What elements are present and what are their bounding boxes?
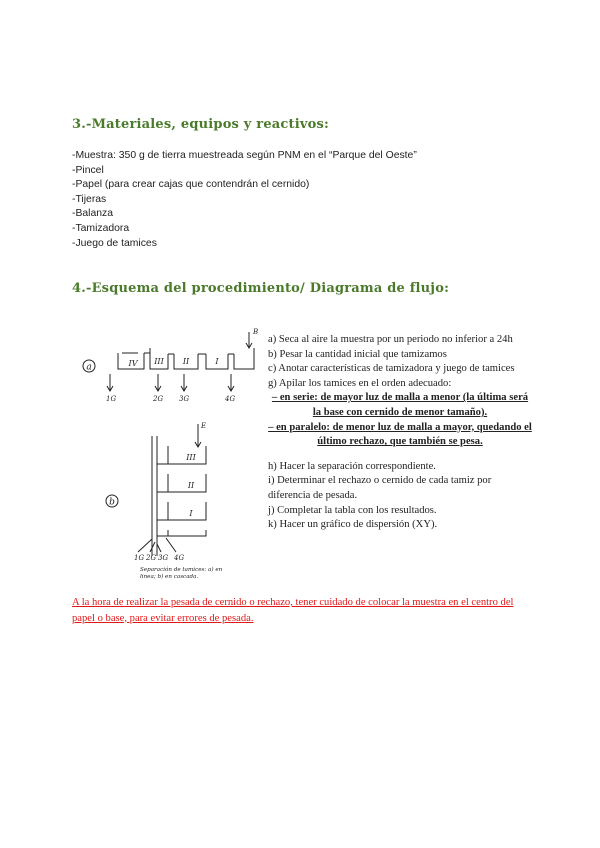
label-b: b (109, 497, 115, 508)
step-g-paralelo: – en paralelo: de menor luz de malla a mayor, quedando el último rechazo, que también se pesa. (268, 421, 532, 448)
step-a: a) Seca al aire la muestra por un periodo no inferior a 24h (268, 334, 513, 345)
figure-caption-line-1: Separación de tamices: a) en (140, 567, 223, 573)
sieve-iv-label: IV (128, 359, 138, 368)
feed-arrow-icon (246, 332, 252, 348)
cascade-base (168, 530, 206, 536)
cascade-outlets (157, 464, 168, 536)
fraction-3-arrow-icon (181, 374, 187, 391)
sieve-iii-ii-i (150, 348, 254, 369)
list-item: -Tamizadora (72, 222, 130, 234)
spacer (268, 450, 532, 460)
feed-label-b: E (201, 422, 207, 430)
cascade-sieve-i-label: I (189, 509, 193, 518)
diagram-a-in-line (83, 328, 258, 403)
label-a: a (86, 362, 92, 373)
weighing-warning: A la hora de realizar la pesada de cernido o rechazo, tener cuidado de colocar la muestra en el centro del papel o base, para evitar errores de pesada. (72, 597, 514, 624)
list-item: -Muestra: 350 g de tierra muestreada según PNM en el “Parque del Oeste” (72, 150, 417, 161)
fraction-2-label: 2G (153, 395, 164, 403)
fraction-3-label: 3G (179, 395, 190, 403)
cascade-sieve-i (168, 502, 206, 520)
step-k: k) Hacer un gráfico de dispersión (XY). (268, 519, 438, 531)
cascade-fraction-4: 4G (174, 554, 185, 562)
cascade-fraction-1: 1G (134, 554, 145, 562)
fraction-4-label: 4G (225, 395, 236, 403)
cascade-fraction-3: 3G (158, 554, 169, 562)
step-b: b) Pesar la cantidad inicial que tamizamos (268, 348, 447, 360)
list-item: -Juego de tamices (72, 237, 157, 249)
step-g-serie: – en serie: de mayor luz de malla a menor (la última será la base con cernido de menor tamaño). (271, 392, 529, 418)
list-item: -Papel (para crear cajas que contendrán el cernido) (72, 179, 310, 191)
sieve-iii-label: III (154, 357, 164, 366)
fraction-1-arrow-icon (107, 374, 113, 391)
sieve-diagram (78, 324, 262, 586)
procedure-steps (268, 333, 532, 533)
section-4-heading: 4.-Esquema del procedimiento/ Diagrama de flujo: (72, 281, 450, 296)
sieve-i-label: I (215, 357, 219, 366)
sieve-ii-label: II (182, 357, 190, 366)
cascade-fraction-2: 2G (146, 554, 157, 562)
feed-label: B (253, 328, 259, 336)
step-c: c) Anotar características de tamizadora y juego de tamices (268, 363, 515, 375)
list-item: -Pincel (72, 164, 104, 176)
fraction-4-arrow-icon (228, 374, 234, 391)
step-i: i) Determinar el rechazo o cernido de cada tamiz por diferencia de pesada. (268, 475, 492, 501)
cascade-sieve-ii-label: II (187, 481, 195, 490)
figure-caption-line-2: linea; b) en cascada. (140, 574, 199, 580)
step-j: j) Completar la tabla con los resultados. (268, 504, 437, 516)
cascade-frame (152, 436, 157, 556)
fraction-1-label: 1G (106, 395, 117, 403)
section-3-heading: 3.-Materiales, equipos y reactivos: (72, 117, 330, 132)
sieve-connectors (144, 353, 234, 354)
fraction-2-arrow-icon (155, 374, 161, 391)
list-item: -Balanza (72, 208, 114, 220)
step-h: h) Hacer la separación correspondiente. (268, 460, 436, 472)
cascade-sieve-iii-label: III (186, 453, 196, 462)
diagram-b-cascade (106, 422, 223, 580)
list-item: -Tijeras (72, 193, 107, 205)
materials-list (72, 149, 417, 251)
step-g: g) Apilar los tamices en el orden adecuado: (268, 377, 452, 389)
